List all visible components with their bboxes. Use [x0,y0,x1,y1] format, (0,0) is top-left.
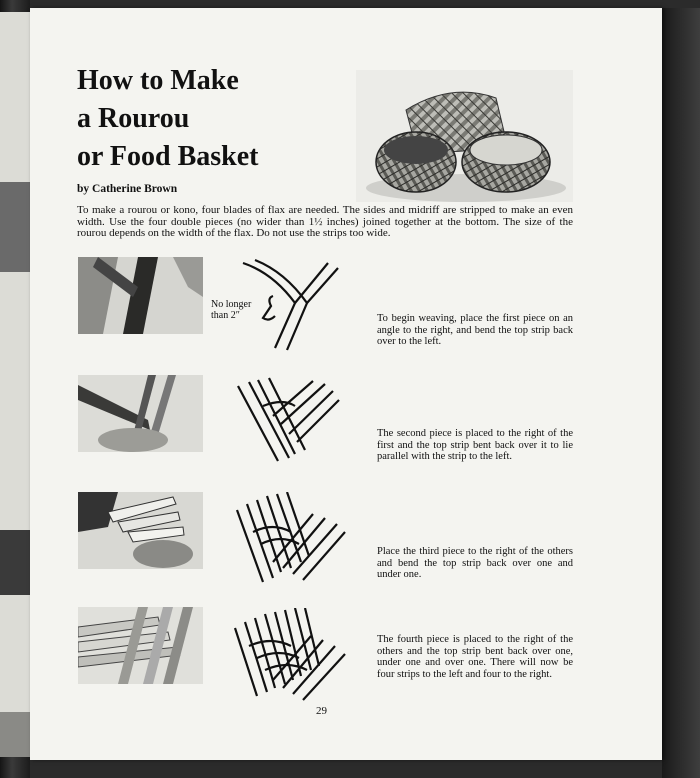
note-line: No longer [211,299,252,310]
article-title [77,62,347,176]
background-right [662,8,700,778]
page-number: 29 [316,705,327,717]
step-3-photo-image [78,492,203,569]
step-4-photo-image [78,607,203,684]
step-4-text: The fourth piece is placed to the right of the others and the top strip bent back over one, under one and over one. There will now be four strips to the left and four to the right. [377,634,573,680]
previous-page-photo [0,712,30,757]
previous-page-photo [0,182,30,272]
step-2-photo-image [78,375,203,452]
title-line: a Rourou [77,103,190,134]
step-3-photo [78,492,203,569]
previous-page-edge [0,12,32,757]
step-2-diagram [233,376,343,466]
title-line: or Food Basket [77,141,259,172]
step-1-text: To begin weaving, place the first piece on an angle to the right, and bend the top strip back over to the left. [377,313,573,347]
step-4-diagram [233,608,348,703]
previous-page-photo [0,530,30,595]
book-page [30,8,662,760]
intro-paragraph: To make a rourou or kono, four blades of flax are needed. The sides and midriff are stripped to make an even width. Use the four double pieces (no wider than 1½ inches) joined together at the bottom. The size of the rourou depends on the width of the flax. Do not use the strips too wide. [77,204,573,239]
step-1-photo [78,257,203,334]
step-2-text: The second piece is placed to the right of the first and the top strip bent back over it to lie parallel with the strip to the left. [377,428,573,462]
title-line: How to Make [77,65,239,96]
step-3-diagram [233,492,348,587]
basket-photo [356,70,573,202]
note-line: than 2″ [211,310,240,321]
byline: by Catherine Brown [77,183,178,195]
step-3-text: Place the third piece to the right of the others and bend the top strip back over one and under one. [377,546,573,580]
step-4-photo [78,607,203,684]
basket-photo-image [356,70,573,202]
step-1-diagram [233,258,343,353]
step-1-photo-image [78,257,203,334]
step-2-photo [78,375,203,452]
